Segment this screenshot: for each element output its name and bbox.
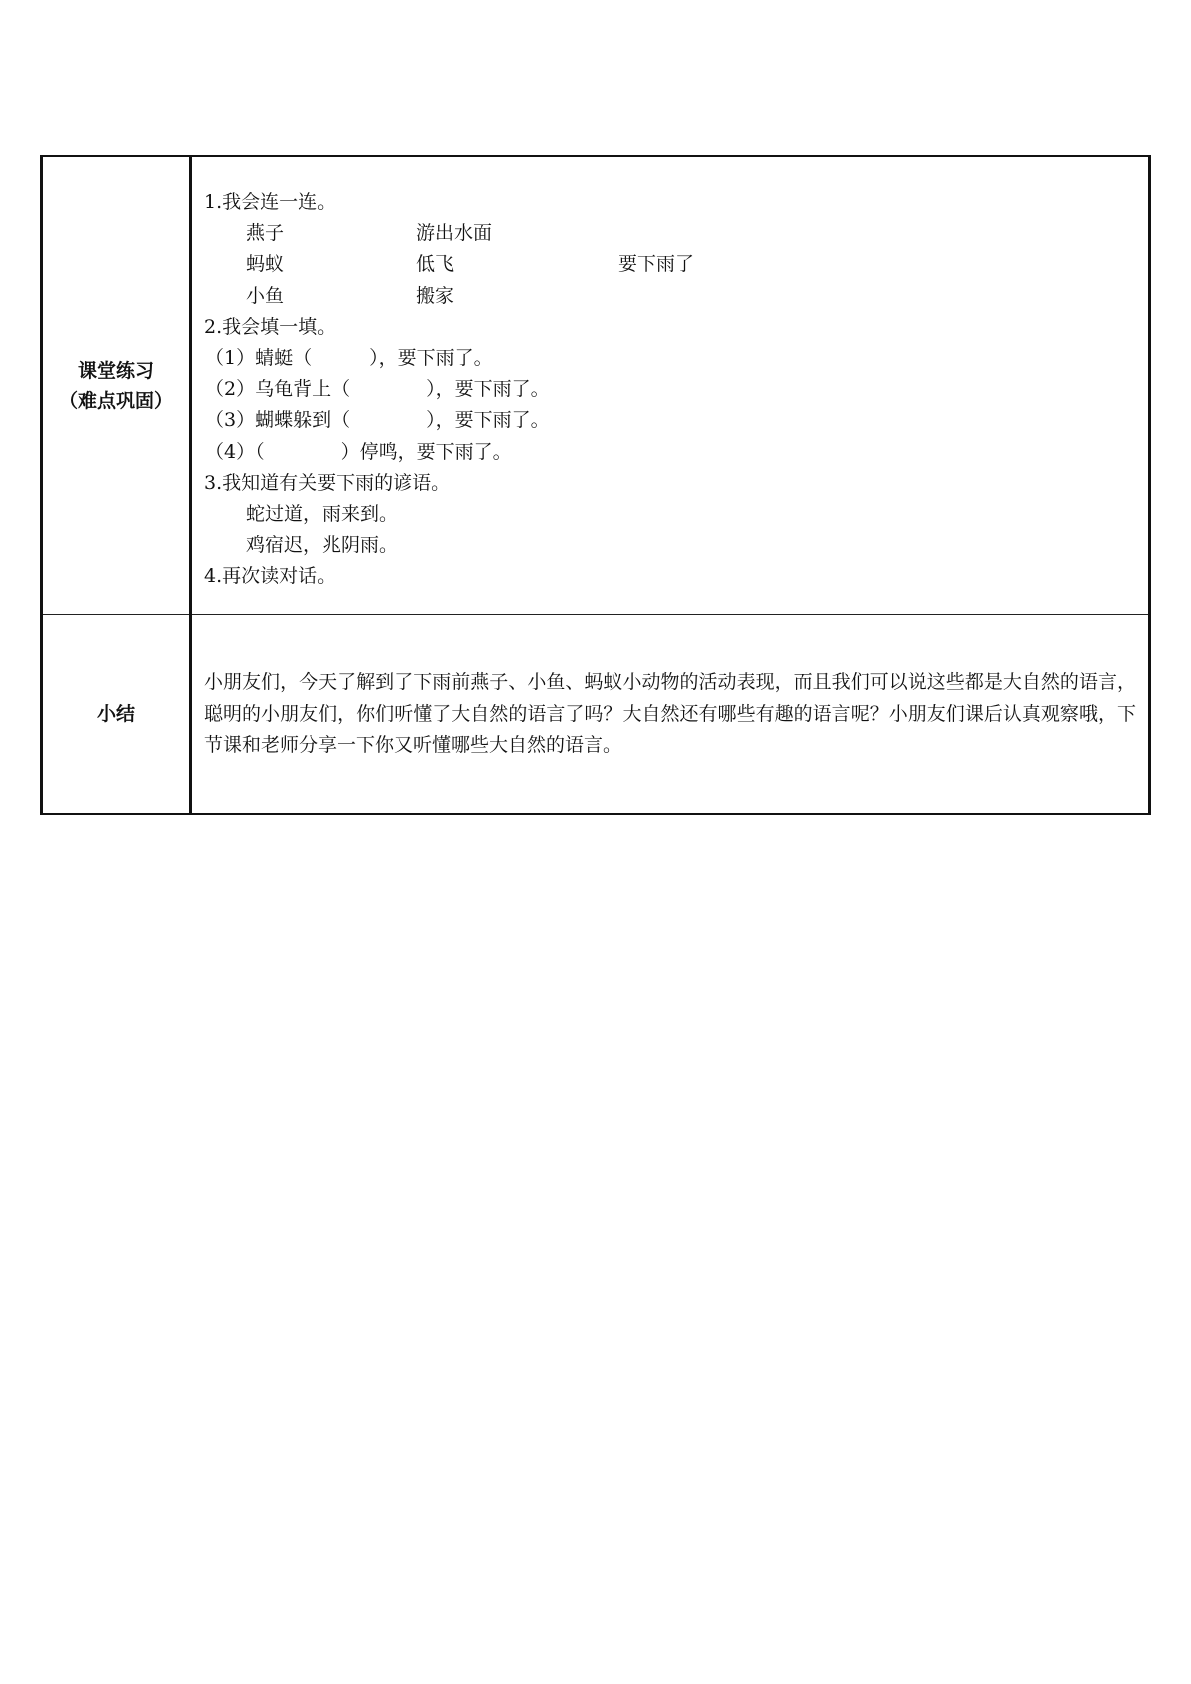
fill-blank-item: （4）（ ）停鸣，要下雨了。 bbox=[205, 440, 512, 463]
summary-row bbox=[42, 615, 1150, 815]
practice-label-subtitle: （难点巩固） bbox=[58, 389, 173, 412]
question-3-title: 3.我知道有关要下雨的谚语。 bbox=[204, 471, 451, 494]
fill-blank-item: （2）乌龟背上（ ），要下雨了。 bbox=[205, 378, 550, 401]
proverb-line: 鸡宿迟，兆阴雨。 bbox=[246, 534, 399, 557]
practice-label-cell bbox=[42, 156, 191, 615]
match-action: 游出水面 bbox=[416, 222, 493, 245]
question-1-title: 1.我会连一连。 bbox=[204, 191, 337, 213]
practice-row bbox=[42, 156, 1150, 615]
fill-blank-item: （3）蝴蝶躲到（ ），要下雨了。 bbox=[205, 409, 550, 432]
question-4-title: 4.再次读对话。 bbox=[204, 565, 337, 588]
proverb-line: 蛇过道，雨来到。 bbox=[246, 502, 399, 525]
practice-label-title: 课堂练习 bbox=[77, 359, 154, 382]
lesson-plan-table bbox=[40, 155, 1151, 815]
practice-content-cell bbox=[191, 156, 1150, 615]
summary-label: 小结 bbox=[96, 703, 135, 726]
summary-label-cell bbox=[42, 615, 191, 815]
match-row bbox=[204, 281, 1136, 312]
match-row bbox=[204, 249, 1136, 280]
practice-content bbox=[192, 157, 1148, 614]
summary-text: 小朋友们，今天了解到了下雨前燕子、小鱼、蚂蚁小动物的活动表现，而且我们可以说这些都是大自然的语言，聪明的小朋友们，你们听懂了大自然的语言了吗？大自然还有哪些有趣的语言呢？小朋友们课后认真观察哦，下节课和老师分享一下你又听懂哪些大自然的语言。 bbox=[204, 671, 1136, 757]
match-row bbox=[204, 218, 1136, 249]
match-animal: 小鱼 bbox=[246, 284, 285, 307]
match-result: 要下雨了 bbox=[618, 253, 695, 276]
match-animal: 燕子 bbox=[246, 222, 285, 245]
match-animal: 蚂蚁 bbox=[246, 253, 285, 276]
summary-content-cell bbox=[191, 615, 1150, 815]
fill-blank-item: （1）蜻蜓（ ），要下雨了。 bbox=[205, 346, 493, 369]
match-action: 低飞 bbox=[416, 253, 455, 276]
question-2-title: 2.我会填一填。 bbox=[204, 315, 337, 338]
match-action: 搬家 bbox=[416, 284, 455, 307]
